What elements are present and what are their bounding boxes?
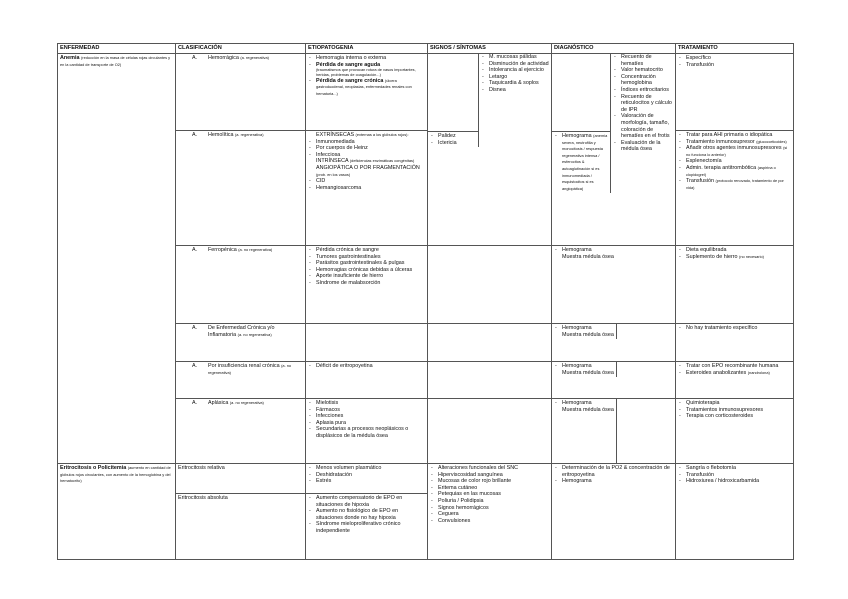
cell-etio-relativa — [306, 464, 428, 494]
diag-item: - Valoración de morfología, tamaño, coloración de hematíes en el frotis — [613, 113, 675, 139]
trat-item: - Tratamiento inmunosupresor (glucocorticoides) — [678, 139, 791, 146]
trat-item: - Tratar para AHI primaria o idiopática — [678, 132, 791, 139]
diag-item: - Recuento de reticulocitos y cálculo de IPR — [613, 94, 675, 114]
etio-item: - Estrés — [308, 478, 425, 485]
clasif-name-enf-cronica: De Enfermedad Crónica y/o Inflamatoria — [208, 325, 275, 338]
diag-item: - Hemograma — [554, 400, 614, 407]
cell-clasif-absoluta: Eritrocitosis absoluta — [176, 494, 306, 560]
diag-item: - Concentración hemoglobina — [613, 74, 675, 87]
etio-item: - Pérdida de sangre crónica (úlcera gastroduodenal, neoplasias, enfermedades renales con hematuria...) — [308, 78, 425, 98]
diag-item: - Evaluación de la médula ósea — [613, 140, 675, 153]
cell-clasif-renal: A. Por insuficiencia renal crónica (a. no regenerativa) — [176, 362, 306, 399]
cell-trat-hemolitica — [676, 131, 794, 246]
etio-item: - Aumento compensatorio de EPO en situaciones de hipoxia — [308, 495, 425, 508]
clasif-name-renal: Por insuficiencia renal crónica — [208, 363, 280, 369]
clasif-letter: A. — [192, 55, 198, 61]
header-etiopatogenia: ETIOPATOGENIA — [306, 44, 428, 54]
trat-item: - Añadir otros agentes inmunosupresores (si no funciona lo anterior) — [678, 145, 791, 158]
etio-item: - Hemangiosarcoma — [308, 185, 425, 192]
signo-item: - Disnea — [481, 87, 551, 94]
cell-trat-hemorragica — [676, 54, 794, 131]
cell-signos-eritrocitosis — [428, 464, 552, 560]
etio-item: - Menos volumen plasmático — [308, 465, 425, 472]
cell-eritrocitosis — [58, 464, 176, 560]
cell-diag-renal — [552, 362, 676, 399]
row-eritro-relativa — [58, 464, 794, 494]
header-signos: SIGNOS / SÍNTOMAS — [428, 44, 552, 54]
cell-trat-renal — [676, 362, 794, 399]
cell-trat-aplasica — [676, 399, 794, 464]
etio-item: - Aumento no fisiológico de EPO en situaciones donde no hay hipoxia — [308, 508, 425, 521]
row-anemia-hemorragica — [58, 54, 794, 131]
etio-item: - Pérdida de sangre aguda — [308, 62, 425, 69]
header-diagnostico: DIAGNÓSTICO — [552, 44, 676, 54]
disease-desc-eritrocitosis: (aumento en cantidad de glóbulos rojos circulantes, con aumento de la hemoglobina y del hematocrito) — [60, 465, 171, 484]
signo-item: - Taquicardia & soplos — [481, 80, 551, 87]
signo-item: - Poliuria / Polidipsia — [430, 498, 549, 505]
etio-item: - Tumores gastrointestinales — [308, 254, 425, 261]
cell-etio-renal — [306, 362, 428, 399]
clasif-name-aplasica: Aplásica — [208, 400, 229, 406]
diag-item: - Hemograma — [554, 363, 614, 370]
cell-anemia — [58, 54, 176, 464]
signo-item: - Palidez — [430, 133, 476, 140]
etio-item: - Síndrome mieloproliferativo crónico independiente — [308, 521, 425, 534]
etio-item: - Infecciosa — [308, 152, 425, 159]
etio-item: - Secundarias a procesos neoplásicos o displásicos de la médula ósea — [308, 426, 425, 439]
signo-item: - Alteraciones funcionales del SNC — [430, 465, 549, 472]
signo-item: - M. mucosas pálidas — [481, 54, 551, 61]
cell-clasif-hemolitica: A. Hemolítica (a. regenerativa) — [176, 131, 306, 246]
etio-item: - Aporte insuficiente de hierro — [308, 273, 425, 280]
trat-item: - Sangría o flebotomía — [678, 465, 791, 472]
cell-signos-aplasica — [428, 399, 552, 464]
trat-item: - Esteroides anabolizantes (nandrolona) — [678, 370, 791, 377]
cell-diag-hemorragica-hemolitica — [552, 54, 676, 246]
header-clasificacion: CLASIFICACIÓN — [176, 44, 306, 54]
cell-diag-eritrocitosis — [552, 464, 676, 560]
cell-diag-aplasica — [552, 399, 676, 464]
cell-clasif-ferropenica: A. Ferropénica (a. no regenerativa) — [176, 246, 306, 324]
trat-item: - Transfusión — [678, 472, 791, 479]
cell-diag-enf-cronica — [552, 324, 676, 362]
signo-item: - Eritema cutáneo — [430, 485, 549, 492]
diag-item: Muestra médula ósea — [562, 406, 614, 413]
cell-etio-hemorragica — [306, 54, 428, 131]
cell-clasif-hemorragica — [176, 54, 306, 131]
etio-item: - Fármacos — [308, 407, 425, 414]
cell-signos-renal — [428, 362, 552, 399]
disease-desc-anemia: (reducción en la masa de células rojas circulantes y en la cantidad de transporte de O2) — [60, 55, 171, 67]
trat-item: - Admin. terapia antitrombótica (aspirina o clopidogrel) — [678, 165, 791, 178]
etio-item: - Aplasia pura — [308, 420, 425, 427]
etio-note: (traumatismos que provocan rotura de vasos importantes, heridas, problemas de coagulación...) — [316, 67, 416, 77]
diag-item: - Determinación de la PO2 & concentración de eritropoyetina — [554, 465, 673, 478]
etio-item: - Deshidratación — [308, 472, 425, 479]
cell-signos-enf-cronica — [428, 324, 552, 362]
diag-item: Muestra médula ósea — [562, 253, 614, 260]
clasif-note-hemorragica: (a. regenerativa) — [240, 55, 269, 60]
trat-item: - Terapia con corticosteroides — [678, 413, 791, 420]
diag-item: - Hemograma (anemia severa, neutrofilia y monocitosis / respuesta regenerativa intensa / esferocitos & autoaglutinación si es inmunomediada / esquistocitos si es angiopática) — [554, 133, 608, 192]
diag-item: - Hemograma — [554, 478, 673, 485]
etio-item: - Infecciones — [308, 413, 425, 420]
etio-item: - Por cuerpos de Heinz — [308, 145, 425, 152]
trat-item: - Esplenectomía — [678, 158, 791, 165]
trat-item: - Tratamientos inmunosupresores — [678, 407, 791, 414]
cell-etio-hemolitica — [306, 131, 428, 246]
signo-item: - Convulsiones — [430, 518, 549, 525]
cell-etio-ferropenica — [306, 246, 428, 324]
cell-etio-aplasica — [306, 399, 428, 464]
etio-item: ANGIOPÁTICA O POR FRAGMENTACIÓN (prob. en los vasos) — [316, 164, 420, 177]
clasif-name-hemolitica: Hemolítica — [208, 132, 234, 138]
cell-trat-ferropenica — [676, 246, 794, 324]
signo-item: - Signos hemorrágicos — [430, 505, 549, 512]
etio-item: - CID — [308, 178, 425, 185]
trat-item: - Específico — [678, 55, 791, 62]
etio-item: EXTRÍNSECAS (externas a los glóbulos rojos): — [316, 132, 409, 138]
document-page — [57, 43, 793, 560]
signo-item: - Ceguera — [430, 511, 549, 518]
disease-name-eritrocitosis: Eritrocitosis o Policitemia — [60, 465, 127, 471]
signo-item: - Disminución de actividad — [481, 61, 551, 68]
disease-name-anemia: Anemia — [60, 55, 80, 61]
trat-item: - Dieta equilibrada — [678, 247, 791, 254]
diag-item: - Índices eritrocitarios — [613, 87, 675, 94]
etio-item: - Síndrome de malabsorción — [308, 280, 425, 287]
cell-etio-absoluta — [306, 494, 428, 560]
etio-item: - Parásitos gastrointestinales & pulgas — [308, 260, 425, 267]
cell-clasif-relativa: Eritrocitosis relativa — [176, 464, 306, 494]
cell-trat-enf-cronica — [676, 324, 794, 362]
trat-item: - Suplemento de hierro (no necesario) — [678, 254, 791, 261]
signo-item: - Mucosas de color rojo brillante — [430, 478, 549, 485]
signo-item: - Letargo — [481, 74, 551, 81]
diag-item: - Hemograma — [554, 325, 614, 332]
diag-item: - Recuento de hematíes — [613, 54, 675, 67]
cell-trat-eritrocitosis — [676, 464, 794, 560]
etio-item: - Pérdida crónica de sangre — [308, 247, 425, 254]
header-row — [58, 44, 794, 54]
signo-item: - Petequias en las mucosas — [430, 491, 549, 498]
signo-item: - Hiperviscosidad sanguínea — [430, 472, 549, 479]
cell-clasif-enf-cronica: A. De Enfermedad Crónica y/o Inflamatoria (a. no regenerativa) — [176, 324, 306, 362]
trat-item: - Tratar con EPO recombinante humana — [678, 363, 791, 370]
diag-item: Muestra médula ósea — [562, 369, 614, 376]
header-enfermedad: ENFERMEDAD — [58, 44, 176, 54]
header-tratamiento: TRATAMIENTO — [676, 44, 794, 54]
etio-item: - Mielotisis — [308, 400, 425, 407]
etio-item: INTRÍNSECA (deficiencias enzimáticas congénitas) — [316, 158, 415, 165]
diag-item: - Hemograma — [554, 247, 673, 254]
trat-item: - No hay tratamiento específico — [678, 325, 791, 332]
diag-item: Muestra médula ósea — [562, 331, 614, 338]
etio-item: - Hemorragias crónicas debidas a úlceras — [308, 267, 425, 274]
diag-item: - Valor hematocrito — [613, 67, 675, 74]
trat-item: - Hidroxiurea / hidroxicarbamida — [678, 478, 791, 485]
cell-signos-hemorragica-hemolitica — [428, 54, 552, 246]
cell-etio-enf-cronica — [306, 324, 428, 362]
trat-item: - Transfusión (protocolo renovado, tratamiento de por vida) — [678, 178, 791, 191]
etio-item: - Hemorragia interna o externa — [308, 55, 425, 62]
etio-item: - Déficit de eritropoyetina — [308, 363, 425, 370]
etio-item: - Inmunomediada — [308, 139, 425, 146]
cell-clasif-aplasica: A. Aplásica (a. no regenerativa) — [176, 399, 306, 464]
signo-item: - Intolerancia al ejercicio — [481, 67, 551, 74]
clasif-name-ferropenica: Ferropénica — [208, 247, 237, 253]
signo-item: - Ictericia — [430, 140, 476, 147]
disease-table — [57, 43, 794, 560]
cell-diag-ferropenica — [552, 246, 676, 324]
cell-signos-ferropenica — [428, 246, 552, 324]
trat-item: - Quimioterapia — [678, 400, 791, 407]
trat-item: - Transfusión — [678, 62, 791, 69]
clasif-name-hemorragica: Hemorrágica — [208, 55, 239, 61]
